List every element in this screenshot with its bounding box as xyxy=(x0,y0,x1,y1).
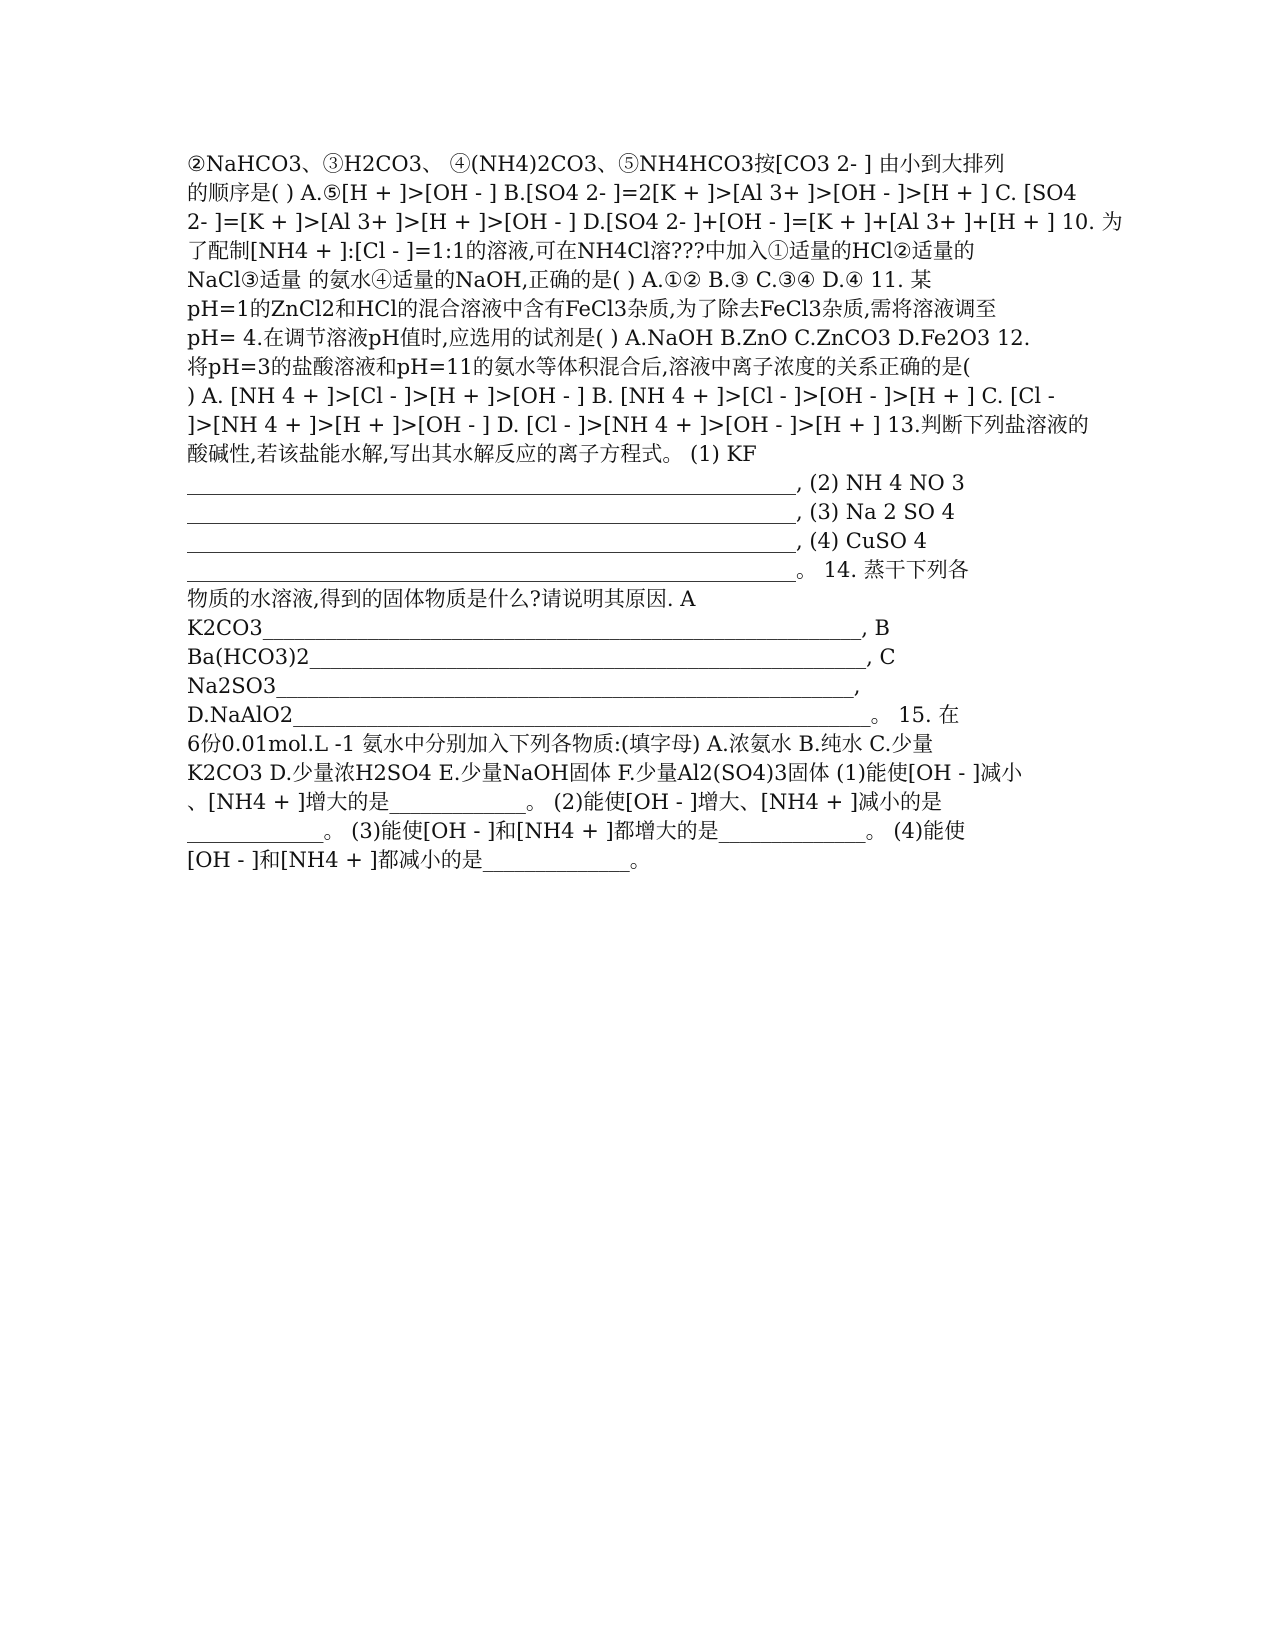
text-line: [OH - ]和[NH4 + ]都减小的是______________。 xyxy=(187,848,651,872)
answer-line: __________________________________________________________, (4) CuSO 4 xyxy=(187,529,928,553)
answer-line: Ba(HCO3)2_____________________________________________________, C xyxy=(187,645,896,669)
text-line: 将pH=3的盐酸溶液和pH=11的氨水等体积混合后,溶液中离子浓度的关系正确的是( xyxy=(187,355,971,379)
text-line: 酸碱性,若该盐能水解,写出其水解反应的离子方程式。 (1) KF xyxy=(187,442,757,466)
text-line: pH= 4.在调节溶液pH值时,应选用的试剂是( ) A.NaOH B.ZnO C.ZnCO3 D.Fe2O3 12. xyxy=(187,326,1031,350)
text-line: K2CO3 D.少量浓H2SO4 E.少量NaOH固体 F.少量Al2(SO4)3固体 (1)能使[OH - ]减小 xyxy=(187,761,1023,785)
answer-line: Na2SO3_______________________________________________________, xyxy=(187,674,861,698)
text-line: 、[NH4 + ]增大的是_____________。 (2)能使[OH - ]增大、[NH4 + ]减小的是 xyxy=(187,790,943,814)
answer-line: __________________________________________________________。 14. 蒸干下列各 xyxy=(187,558,969,582)
answer-line: K2CO3_________________________________________________________, B xyxy=(187,616,890,640)
text-line: 物质的水溶液,得到的固体物质是什么?请说明其原因. A xyxy=(187,587,696,611)
text-line: ) A. [NH 4 + ]>[Cl - ]>[H + ]>[OH - ] B. [NH 4 + ]>[Cl - ]>[OH - ]>[H + ] C. [Cl - xyxy=(187,384,1055,408)
text-line: pH=1的ZnCl2和HCl的混合溶液中含有FeCl3杂质,为了除去FeCl3杂质,需将溶液调至 xyxy=(187,297,997,321)
text-line: ②NaHCO3、③H2CO3、 ④(NH4)2CO3、⑤NH4HCO3按[CO3 2- ] 由小到大排列 xyxy=(187,152,1005,176)
text-line: 了配制[NH4 + ]:[Cl - ]=1:1的溶液,可在NH4Cl溶???中加入①适量的HCl②适量的 xyxy=(187,239,975,263)
question-text xyxy=(187,150,1123,875)
text-line: 6份0.01mol.L -1 氨水中分别加入下列各物质:(填字母) A.浓氨水 B.纯水 C.少量 xyxy=(187,732,934,756)
text-line: _____________。 (3)能使[OH - ]和[NH4 + ]都增大的是______________。 (4)能使 xyxy=(187,819,966,843)
answer-line: __________________________________________________________, (2) NH 4 NO 3 xyxy=(187,471,965,495)
text-line: ]>[NH 4 + ]>[H + ]>[OH - ] D. [Cl - ]>[NH 4 + ]>[OH - ]>[H + ] 13.判断下列盐溶液的 xyxy=(187,413,1089,437)
text-line: 的顺序是( ) A.⑤[H + ]>[OH - ] B.[SO4 2- ]=2[K + ]>[Al 3+ ]>[OH - ]>[H + ] C. [SO4 xyxy=(187,181,1077,205)
answer-line: D.NaAlO2_______________________________________________________。 15. 在 xyxy=(187,703,960,727)
answer-line: __________________________________________________________, (3) Na 2 SO 4 xyxy=(187,500,956,524)
text-line: 2- ]=[K + ]>[Al 3+ ]>[H + ]>[OH - ] D.[SO4 2- ]+[OH - ]=[K + ]+[Al 3+ ]+[H + ] 10. 为 xyxy=(187,210,1123,234)
text-line: NaCl③适量 的氨水④适量的NaOH,正确的是( ) A.①② B.③ C.③④ D.④ 11. 某 xyxy=(187,268,932,292)
